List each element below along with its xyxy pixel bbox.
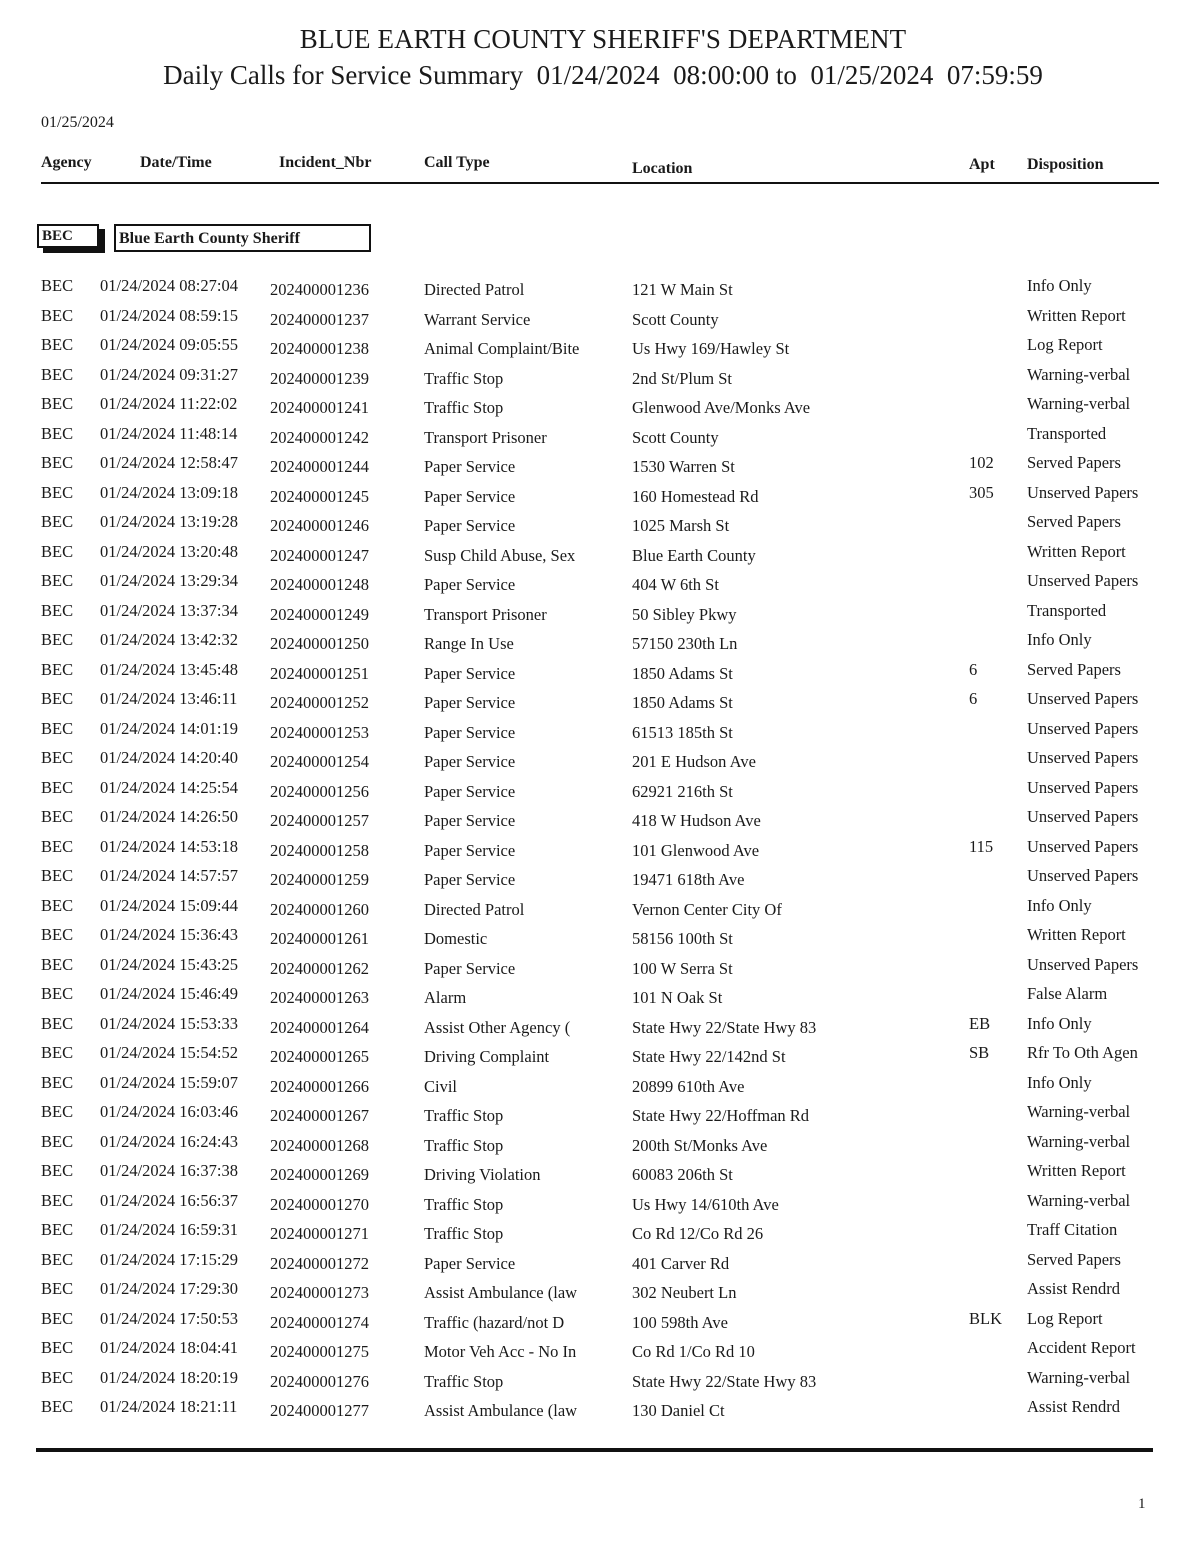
- cell-agency: BEC: [41, 1131, 74, 1151]
- cell-disposition: Info Only: [1027, 895, 1092, 915]
- cell-location: Us Hwy 14/610th Ave: [632, 1194, 779, 1214]
- cell-call-type: Traffic Stop: [424, 1106, 504, 1125]
- cell-agency: BEC: [41, 1190, 74, 1210]
- cell-location: Co Rd 1/Co Rd 10: [632, 1342, 755, 1361]
- cell-call-type: Range In Use: [424, 634, 514, 653]
- cell-incident-number: 202400001245: [270, 486, 369, 506]
- cell-location: Scott County: [632, 427, 719, 447]
- cell-incident-number: 202400001271: [270, 1224, 369, 1243]
- table-row: [0, 569, 1200, 599]
- table-row: [0, 1277, 1200, 1307]
- cell-call-type: Traffic Stop: [424, 398, 504, 417]
- cell-datetime: 01/24/2024 09:31:27: [100, 364, 238, 384]
- cell-disposition: Warning-verbal: [1027, 1131, 1131, 1151]
- report-title: BLUE EARTH COUNTY SHERIFF'S DEPARTMENT: [299, 24, 907, 54]
- cell-incident-number: 202400001249: [270, 604, 369, 624]
- agency-code-badge: BEC: [37, 224, 99, 248]
- table-row: [0, 923, 1200, 953]
- cell-location: Glenwood Ave/Monks Ave: [632, 398, 811, 417]
- cell-disposition: Log Report: [1027, 1308, 1103, 1328]
- cell-location: 201 E Hudson Ave: [632, 752, 756, 771]
- cell-disposition: Served Papers: [1027, 453, 1121, 472]
- calls-table: [0, 274, 1200, 1425]
- cell-agency: BEC: [41, 1249, 74, 1269]
- cell-incident-number: 202400001277: [270, 1401, 369, 1420]
- cell-agency: BEC: [41, 1279, 74, 1298]
- cell-call-type: Paper Service: [424, 1253, 516, 1273]
- cell-call-type: Traffic Stop: [424, 1371, 504, 1391]
- cell-disposition: Warning-verbal: [1027, 364, 1131, 384]
- table-row: [0, 510, 1200, 540]
- cell-datetime: 01/24/2024 16:03:46: [100, 1102, 238, 1121]
- cell-datetime: 01/24/2024 17:15:29: [100, 1249, 238, 1269]
- cell-incident-number: 202400001276: [270, 1371, 369, 1391]
- cell-incident-number: 202400001273: [270, 1283, 369, 1302]
- cell-disposition: Unserved Papers: [1027, 866, 1139, 885]
- cell-datetime: 01/24/2024 14:01:19: [100, 718, 238, 738]
- cell-call-type: Paper Service: [424, 457, 516, 476]
- cell-agency: BEC: [41, 1043, 74, 1062]
- cell-disposition: Transported: [1027, 423, 1107, 443]
- col-header-agency: Agency: [41, 154, 92, 171]
- col-header-disposition: Disposition: [1027, 156, 1104, 173]
- cell-agency: BEC: [41, 1072, 74, 1092]
- cell-disposition: Written Report: [1027, 541, 1126, 561]
- cell-datetime: 01/24/2024 13:29:34: [100, 571, 238, 590]
- cell-call-type: Driving Complaint: [424, 1047, 550, 1066]
- cell-agency: BEC: [41, 1367, 74, 1387]
- table-row: [0, 835, 1200, 865]
- table-row: [0, 1248, 1200, 1278]
- table-row: [0, 1012, 1200, 1042]
- cell-call-type: Paper Service: [424, 516, 516, 535]
- cell-location: 57150 230th Ln: [632, 634, 738, 653]
- cell-call-type: Paper Service: [424, 752, 516, 771]
- cell-incident-number: 202400001266: [270, 1076, 369, 1096]
- cell-incident-number: 202400001264: [270, 1017, 369, 1037]
- cell-agency: BEC: [41, 718, 74, 738]
- cell-datetime: 01/24/2024 15:54:52: [100, 1043, 238, 1062]
- table-row: [0, 805, 1200, 835]
- cell-disposition: Served Papers: [1027, 1249, 1121, 1269]
- cell-agency: BEC: [41, 453, 74, 472]
- cell-call-type: Traffic (hazard/not D: [424, 1312, 565, 1332]
- cell-agency: BEC: [41, 1013, 74, 1033]
- cell-incident-number: 202400001244: [270, 457, 369, 476]
- cell-location: State Hwy 22/142nd St: [632, 1047, 786, 1066]
- cell-disposition: Unserved Papers: [1027, 571, 1139, 590]
- table-row: [0, 746, 1200, 776]
- table-row: [0, 481, 1200, 511]
- cell-agency: BEC: [41, 925, 74, 944]
- cell-call-type: Warrant Service: [424, 309, 531, 329]
- cell-location: Scott County: [632, 309, 719, 329]
- cell-datetime: 01/24/2024 13:42:32: [100, 630, 238, 649]
- table-row: [0, 628, 1200, 658]
- cell-call-type: Assist Ambulance (law: [424, 1401, 578, 1420]
- cell-incident-number: 202400001252: [270, 693, 369, 712]
- table-row: [0, 392, 1200, 422]
- cell-datetime: 01/24/2024 15:46:49: [100, 984, 238, 1003]
- table-row: [0, 363, 1200, 393]
- cell-apt: SB: [969, 1043, 990, 1062]
- cell-disposition: Traff Citation: [1027, 1220, 1118, 1239]
- cell-location: 101 N Oak St: [632, 988, 723, 1007]
- cell-agency: BEC: [41, 659, 74, 679]
- cell-agency: BEC: [41, 1338, 74, 1357]
- cell-disposition: Served Papers: [1027, 512, 1121, 531]
- cell-location: 130 Daniel Ct: [632, 1401, 725, 1420]
- cell-location: 19471 618th Ave: [632, 870, 745, 889]
- cell-disposition: Served Papers: [1027, 659, 1121, 679]
- table-row: [0, 274, 1200, 304]
- cell-location: 404 W 6th St: [632, 575, 719, 594]
- cell-datetime: 01/24/2024 08:27:04: [100, 276, 238, 295]
- cell-incident-number: 202400001260: [270, 899, 369, 919]
- cell-agency: BEC: [41, 954, 74, 974]
- cell-datetime: 01/24/2024 17:50:53: [100, 1308, 238, 1328]
- cell-location: 2nd St/Plum St: [632, 368, 732, 388]
- cell-call-type: Paper Service: [424, 486, 516, 506]
- cell-call-type: Paper Service: [424, 575, 516, 594]
- cell-agency: BEC: [41, 394, 74, 413]
- table-row: [0, 1130, 1200, 1160]
- cell-agency: BEC: [41, 1220, 74, 1239]
- cell-disposition: False Alarm: [1027, 984, 1108, 1003]
- cell-incident-number: 202400001267: [270, 1106, 369, 1125]
- cell-call-type: Assist Other Agency (: [424, 1017, 571, 1037]
- cell-incident-number: 202400001237: [270, 309, 369, 329]
- cell-apt: 115: [969, 836, 994, 856]
- cell-datetime: 01/24/2024 14:25:54: [100, 777, 238, 797]
- cell-incident-number: 202400001257: [270, 811, 369, 830]
- cell-agency: BEC: [41, 984, 74, 1003]
- cell-location: Us Hwy 169/Hawley St: [632, 339, 790, 358]
- cell-incident-number: 202400001262: [270, 958, 369, 978]
- cell-agency: BEC: [41, 866, 74, 885]
- cell-incident-number: 202400001248: [270, 575, 369, 594]
- cell-agency: BEC: [41, 1397, 74, 1416]
- cell-datetime: 01/24/2024 12:58:47: [100, 453, 238, 472]
- cell-incident-number: 202400001254: [270, 752, 369, 771]
- cell-disposition: Info Only: [1027, 1013, 1092, 1033]
- cell-disposition: Unserved Papers: [1027, 718, 1139, 738]
- table-row: [0, 1336, 1200, 1366]
- cell-datetime: 01/24/2024 13:19:28: [100, 512, 238, 531]
- cell-incident-number: 202400001246: [270, 516, 369, 535]
- cell-agency: BEC: [41, 364, 74, 384]
- cell-apt: 6: [969, 689, 978, 708]
- table-row: [0, 1218, 1200, 1248]
- cell-call-type: Paper Service: [424, 722, 516, 742]
- cell-disposition: Unserved Papers: [1027, 689, 1139, 708]
- cell-location: State Hwy 22/State Hwy 83: [632, 1017, 817, 1037]
- cell-location: Co Rd 12/Co Rd 26: [632, 1224, 764, 1243]
- cell-location: 61513 185th St: [632, 722, 733, 742]
- table-row: [0, 1189, 1200, 1219]
- cell-agency: BEC: [41, 482, 74, 502]
- cell-call-type: Civil: [424, 1076, 458, 1096]
- col-header-incident: Incident_Nbr: [279, 154, 372, 171]
- cell-call-type: Assist Ambulance (law: [424, 1283, 578, 1302]
- cell-disposition: Unserved Papers: [1027, 482, 1139, 502]
- cell-incident-number: 202400001250: [270, 634, 369, 653]
- cell-disposition: Unserved Papers: [1027, 836, 1139, 856]
- cell-location: 401 Carver Rd: [632, 1253, 730, 1273]
- cell-location: 50 Sibley Pkwy: [632, 604, 737, 624]
- table-row: [0, 982, 1200, 1012]
- cell-datetime: 01/24/2024 16:56:37: [100, 1190, 238, 1210]
- table-row: [0, 1041, 1200, 1071]
- cell-incident-number: 202400001236: [270, 280, 369, 299]
- cell-disposition: Written Report: [1027, 305, 1126, 325]
- cell-datetime: 01/24/2024 15:43:25: [100, 954, 238, 974]
- cell-datetime: 01/24/2024 13:37:34: [100, 600, 238, 620]
- cell-disposition: Unserved Papers: [1027, 748, 1139, 767]
- cell-datetime: 01/24/2024 13:46:11: [100, 689, 238, 708]
- table-row: [0, 1159, 1200, 1189]
- cell-location: State Hwy 22/Hoffman Rd: [632, 1106, 810, 1125]
- cell-incident-number: 202400001258: [270, 840, 369, 860]
- cell-call-type: Paper Service: [424, 958, 516, 978]
- cell-call-type: Alarm: [424, 988, 467, 1007]
- cell-location: Vernon Center City Of: [632, 899, 782, 919]
- cell-call-type: Paper Service: [424, 693, 516, 712]
- cell-datetime: 01/24/2024 13:20:48: [100, 541, 238, 561]
- cell-agency: BEC: [41, 512, 74, 531]
- page-number: 1: [1138, 1496, 1146, 1512]
- col-header-calltype: Call Type: [424, 154, 490, 171]
- cell-call-type: Transport Prisoner: [424, 604, 547, 624]
- cell-incident-number: 202400001275: [270, 1342, 369, 1361]
- cell-datetime: 01/24/2024 18:20:19: [100, 1367, 238, 1387]
- cell-agency: BEC: [41, 335, 74, 354]
- cell-location: Blue Earth County: [632, 545, 756, 565]
- cell-location: 58156 100th St: [632, 929, 733, 948]
- cell-datetime: 01/24/2024 16:37:38: [100, 1161, 238, 1180]
- cell-datetime: 01/24/2024 14:53:18: [100, 836, 238, 856]
- cell-datetime: 01/24/2024 15:53:33: [100, 1013, 238, 1033]
- cell-datetime: 01/24/2024 14:26:50: [100, 807, 238, 826]
- cell-call-type: Transport Prisoner: [424, 427, 547, 447]
- cell-agency: BEC: [41, 777, 74, 797]
- cell-call-type: Paper Service: [424, 781, 516, 801]
- cell-datetime: 01/24/2024 14:57:57: [100, 866, 238, 885]
- cell-agency: BEC: [41, 571, 74, 590]
- cell-agency: BEC: [41, 689, 74, 708]
- cell-disposition: Unserved Papers: [1027, 777, 1139, 797]
- table-row: [0, 687, 1200, 717]
- cell-incident-number: 202400001251: [270, 663, 369, 683]
- cell-agency: BEC: [41, 423, 74, 443]
- cell-datetime: 01/24/2024 15:09:44: [100, 895, 238, 915]
- cell-datetime: 01/24/2024 18:04:41: [100, 1338, 238, 1357]
- cell-location: 100 W Serra St: [632, 958, 733, 978]
- cell-call-type: Paper Service: [424, 840, 516, 860]
- cell-incident-number: 202400001268: [270, 1135, 369, 1155]
- cell-agency: BEC: [41, 1308, 74, 1328]
- table-row: [0, 894, 1200, 924]
- cell-incident-number: 202400001238: [270, 339, 369, 358]
- cell-apt: BLK: [969, 1308, 1002, 1328]
- cell-disposition: Warning-verbal: [1027, 394, 1131, 413]
- cell-location: 20899 610th Ave: [632, 1076, 745, 1096]
- cell-incident-number: 202400001265: [270, 1047, 369, 1066]
- cell-location: State Hwy 22/State Hwy 83: [632, 1371, 817, 1391]
- cell-call-type: Paper Service: [424, 811, 516, 830]
- cell-datetime: 01/24/2024 15:59:07: [100, 1072, 238, 1092]
- cell-incident-number: 202400001242: [270, 427, 369, 447]
- cell-incident-number: 202400001261: [270, 929, 369, 948]
- cell-incident-number: 202400001239: [270, 368, 369, 388]
- cell-disposition: Info Only: [1027, 1072, 1092, 1092]
- cell-location: 121 W Main St: [632, 280, 733, 299]
- cell-apt: 305: [969, 482, 994, 502]
- cell-incident-number: 202400001253: [270, 722, 369, 742]
- cell-location: 100 598th Ave: [632, 1312, 728, 1332]
- cell-location: 200th St/Monks Ave: [632, 1135, 768, 1155]
- cell-location: 101 Glenwood Ave: [632, 840, 760, 860]
- cell-datetime: 01/24/2024 16:59:31: [100, 1220, 238, 1239]
- cell-datetime: 01/24/2024 08:59:15: [100, 305, 238, 325]
- cell-location: 1025 Marsh St: [632, 516, 730, 535]
- print-date: 01/25/2024: [41, 114, 114, 131]
- cell-call-type: Domestic: [424, 929, 488, 948]
- cell-agency: BEC: [41, 1161, 74, 1180]
- cell-location: 1530 Warren St: [632, 457, 735, 476]
- cell-apt: 6: [969, 659, 978, 679]
- cell-datetime: 01/24/2024 13:09:18: [100, 482, 238, 502]
- cell-disposition: Assist Rendrd: [1027, 1397, 1121, 1416]
- table-row: [0, 1366, 1200, 1396]
- cell-call-type: Directed Patrol: [424, 280, 525, 299]
- table-row: [0, 1395, 1200, 1425]
- cell-apt: EB: [969, 1013, 991, 1033]
- cell-disposition: Warning-verbal: [1027, 1102, 1131, 1121]
- cell-datetime: 01/24/2024 18:21:11: [100, 1397, 238, 1416]
- cell-agency: BEC: [41, 630, 74, 649]
- cell-call-type: Directed Patrol: [424, 899, 525, 919]
- cell-disposition: Rfr To Oth Agen: [1027, 1043, 1138, 1062]
- table-row: [0, 1307, 1200, 1337]
- cell-location: 418 W Hudson Ave: [632, 811, 761, 830]
- cell-incident-number: 202400001270: [270, 1194, 369, 1214]
- footer-divider: [36, 1448, 1153, 1452]
- cell-call-type: Traffic Stop: [424, 368, 504, 388]
- cell-agency: BEC: [41, 836, 74, 856]
- cell-datetime: 01/24/2024 17:29:30: [100, 1279, 238, 1298]
- cell-datetime: 01/24/2024 16:24:43: [100, 1131, 238, 1151]
- cell-datetime: 01/24/2024 11:22:02: [100, 394, 238, 413]
- cell-location: 1850 Adams St: [632, 663, 733, 683]
- cell-datetime: 01/24/2024 11:48:14: [100, 423, 238, 443]
- cell-disposition: Assist Rendrd: [1027, 1279, 1121, 1298]
- cell-location: 302 Neubert Ln: [632, 1283, 737, 1302]
- table-row: [0, 599, 1200, 629]
- cell-datetime: 01/24/2024 15:36:43: [100, 925, 238, 944]
- cell-incident-number: 202400001263: [270, 988, 369, 1007]
- cell-disposition: Written Report: [1027, 1161, 1126, 1180]
- cell-call-type: Motor Veh Acc - No In: [424, 1342, 577, 1361]
- table-row: [0, 658, 1200, 688]
- cell-location: 160 Homestead Rd: [632, 486, 759, 506]
- cell-incident-number: 202400001256: [270, 781, 369, 801]
- table-row: [0, 422, 1200, 452]
- cell-disposition: Transported: [1027, 600, 1107, 620]
- report-subtitle: Daily Calls for Service Summary 01/24/2024 08:00:00 to 01/25/2024 07:59:59: [163, 60, 1043, 90]
- agency-name-label: Blue Earth County Sheriff: [114, 224, 371, 252]
- cell-agency: BEC: [41, 541, 74, 561]
- cell-disposition: Accident Report: [1027, 1338, 1136, 1357]
- cell-agency: BEC: [41, 1102, 74, 1121]
- cell-disposition: Log Report: [1027, 335, 1103, 354]
- table-row: [0, 717, 1200, 747]
- cell-agency: BEC: [41, 305, 74, 325]
- table-row: [0, 304, 1200, 334]
- cell-incident-number: 202400001247: [270, 545, 369, 565]
- cell-incident-number: 202400001241: [270, 398, 369, 417]
- cell-call-type: Traffic Stop: [424, 1224, 504, 1243]
- cell-agency: BEC: [41, 895, 74, 915]
- col-header-datetime: Date/Time: [140, 154, 212, 171]
- cell-datetime: 01/24/2024 14:20:40: [100, 748, 238, 767]
- cell-location: 60083 206th St: [632, 1165, 733, 1184]
- cell-agency: BEC: [41, 600, 74, 620]
- cell-disposition: Info Only: [1027, 276, 1092, 295]
- cell-location: 62921 216th St: [632, 781, 733, 801]
- table-row: [0, 1100, 1200, 1130]
- table-row: [0, 333, 1200, 363]
- cell-incident-number: 202400001259: [270, 870, 369, 889]
- cell-call-type: Paper Service: [424, 870, 516, 889]
- cell-agency: BEC: [41, 276, 74, 295]
- table-row: [0, 451, 1200, 481]
- cell-apt: 102: [969, 453, 994, 472]
- cell-disposition: Written Report: [1027, 925, 1126, 944]
- cell-incident-number: 202400001272: [270, 1253, 369, 1273]
- cell-call-type: Paper Service: [424, 663, 516, 683]
- table-row: [0, 953, 1200, 983]
- cell-call-type: Animal Complaint/Bite: [424, 339, 580, 358]
- col-header-location: Location: [632, 160, 693, 177]
- cell-agency: BEC: [41, 748, 74, 767]
- cell-agency: BEC: [41, 807, 74, 826]
- cell-call-type: Traffic Stop: [424, 1135, 504, 1155]
- cell-call-type: Traffic Stop: [424, 1194, 504, 1214]
- table-row: [0, 540, 1200, 570]
- cell-disposition: Info Only: [1027, 630, 1092, 649]
- cell-datetime: 01/24/2024 13:45:48: [100, 659, 238, 679]
- table-row: [0, 1071, 1200, 1101]
- col-header-apt: Apt: [969, 156, 995, 173]
- cell-disposition: Warning-verbal: [1027, 1367, 1131, 1387]
- cell-incident-number: 202400001269: [270, 1165, 369, 1184]
- table-row: [0, 864, 1200, 894]
- cell-incident-number: 202400001274: [270, 1312, 369, 1332]
- cell-datetime: 01/24/2024 09:05:55: [100, 335, 238, 354]
- cell-disposition: Warning-verbal: [1027, 1190, 1131, 1210]
- table-row: [0, 776, 1200, 806]
- header-divider: [41, 182, 1159, 184]
- cell-call-type: Driving Violation: [424, 1165, 541, 1184]
- cell-location: 1850 Adams St: [632, 693, 733, 712]
- cell-disposition: Unserved Papers: [1027, 954, 1139, 974]
- cell-disposition: Unserved Papers: [1027, 807, 1139, 826]
- cell-call-type: Susp Child Abuse, Sex: [424, 545, 576, 565]
